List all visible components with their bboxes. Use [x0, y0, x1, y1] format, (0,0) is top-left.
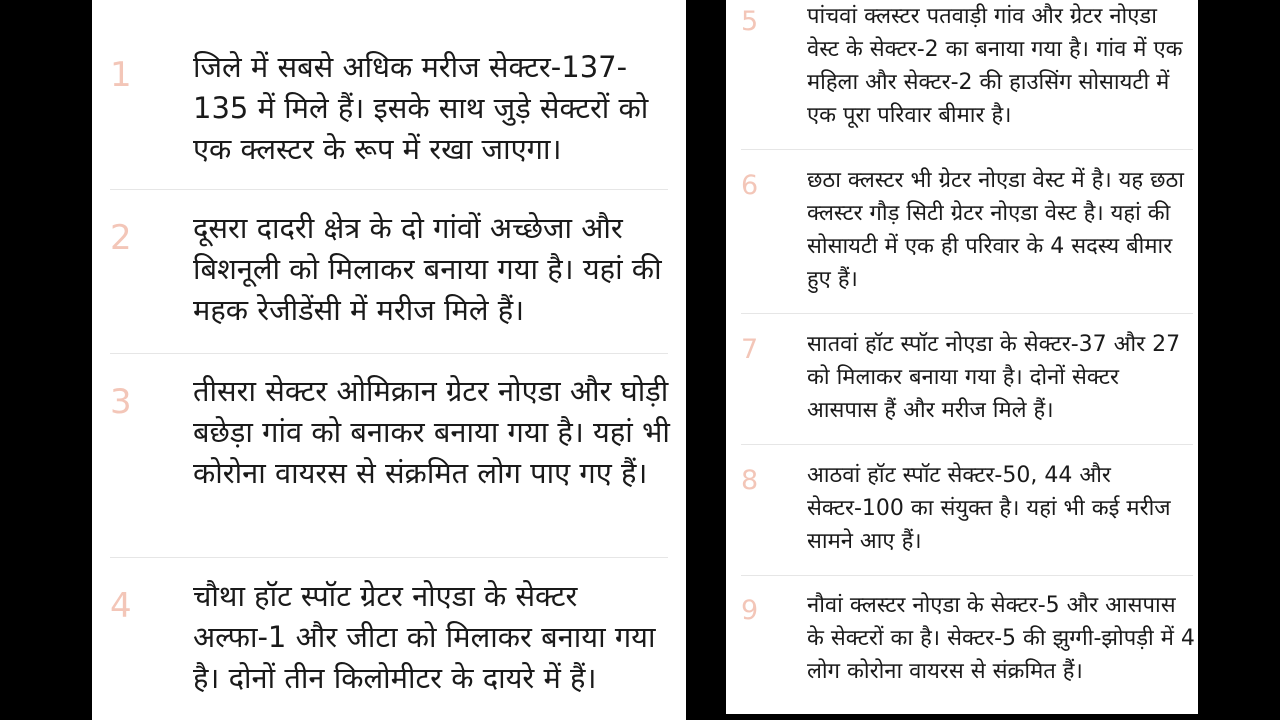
item-text: सातवां हॉट स्पॉट नोएडा के सेक्टर-37 और 27 को मिलाकर बनाया गया है। दोनों सेक्टर आसपास हैं और मरीज मिले हैं। [807, 332, 1181, 423]
item-text: आठवां हॉट स्पॉट सेक्टर-50, 44 और सेक्टर-100 का संयुक्त है। यहां भी कई मरीज सामने आए हैं। [807, 463, 1171, 554]
item-text: छठा क्लस्टर भी ग्रेटर नोएडा वेस्ट में है। यह छठा क्लस्टर गौड़ सिटी ग्रेटर नोएडा वेस्ट है। यहां की सोसायटी में एक ही परिवार के 4 सदस्य बीमार हुए हैं। [807, 168, 1184, 292]
item-text: चौथा हॉट स्पॉट ग्रेटर नोएडा के सेक्टर अल्फा-1 और जीटा को मिलाकर बनाया गया है। दोनों तीन किलोमीटर के दायरे में हैं। [193, 579, 656, 695]
item-text: दूसरा दादरी क्षेत्र के दो गांवों अच्छेजा और बिशनूली को मिलाकर बनाया गया है। यहां की महक रेजीडेंसी में मरीज मिले हैं। [193, 211, 662, 327]
item-number: 7 [741, 334, 759, 365]
divider [741, 149, 1193, 150]
divider [741, 575, 1193, 576]
item-text: पांचवां क्लस्टर पतवाड़ी गांव और ग्रेटर नोएडा वेस्ट के सेक्टर-2 का बनाया गया है। गांव में एक महिला और सेक्टर-2 की हाउसिंग सोसायटी में एक पूरा परिवार बीमार है। [807, 4, 1183, 128]
divider [741, 444, 1193, 445]
item-text: तीसरा सेक्टर ओमिक्रान ग्रेटर नोएडा और घोड़ी बछेड़ा गांव को बनाकर बनाया गया है। यहां भी कोरोना वायरस से संक्रमित लोग पाए गए हैं। [193, 374, 670, 490]
divider [110, 189, 668, 190]
item-number: 6 [741, 170, 759, 201]
left-list-panel [92, 0, 686, 720]
item-number: 9 [741, 595, 759, 626]
item-number: 1 [110, 55, 132, 95]
item-number: 4 [110, 586, 132, 626]
divider [741, 313, 1193, 314]
item-number: 8 [741, 465, 759, 496]
item-number: 2 [110, 218, 132, 258]
item-number: 3 [110, 382, 132, 422]
right-list-panel [726, 0, 1198, 714]
item-text: जिले में सबसे अधिक मरीज सेक्टर-137-135 में मिले हैं। इसके साथ जुड़े सेक्टरों को एक क्लस्टर के रूप में रखा जाएगा। [193, 50, 649, 166]
divider [110, 557, 668, 558]
item-number: 5 [741, 6, 759, 37]
divider [110, 353, 668, 354]
item-text: नौवां क्लस्टर नोएडा के सेक्टर-5 और आसपास के सेक्टरों का है। सेक्टर-5 की झुग्गी-झोपड़ी में 4 लोग कोरोना वायरस से संक्रमित हैं। [807, 593, 1195, 684]
